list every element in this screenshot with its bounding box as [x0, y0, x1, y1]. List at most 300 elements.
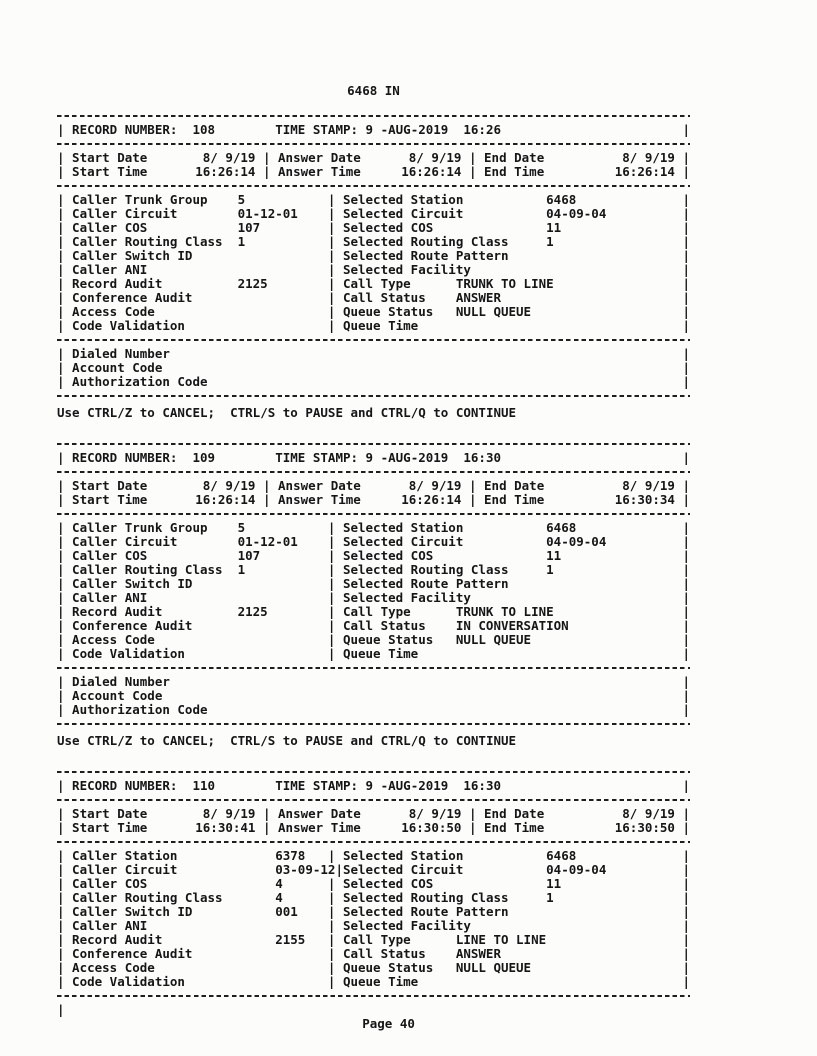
- caller-field-label: | Caller Station: [72, 848, 178, 863]
- start-date-cell: [72, 151, 270, 165]
- divider: [57, 661, 690, 675]
- extra-field-row: [57, 689, 690, 703]
- extra-field-row: [57, 703, 690, 717]
- answer-date-value: 8/ 9/19: [408, 150, 462, 165]
- selected-field-value: NULL QUEUE: [455, 632, 532, 647]
- call-detail-rows: [57, 193, 690, 333]
- extra-field-label: | Authorization Code: [72, 374, 208, 389]
- extra-field-row: [57, 347, 690, 361]
- caller-field-value: 1: [237, 234, 246, 249]
- detail-row: [57, 563, 690, 577]
- detail-row: [57, 193, 690, 207]
- detail-row: [57, 947, 690, 961]
- selected-field: [335, 319, 682, 333]
- start-time-label: | Start Time: [72, 492, 148, 507]
- end-date-value: 8/ 9/19: [622, 806, 675, 821]
- start-time-value: 16:26:14: [195, 492, 256, 507]
- caller-field: [72, 591, 335, 605]
- extra-field-label: | Dialed Number: [72, 674, 170, 689]
- answer-date-cell: [271, 479, 477, 493]
- start-date-value: 8/ 9/19: [202, 478, 256, 493]
- selected-field: [335, 521, 682, 535]
- selected-field: [335, 207, 682, 221]
- caller-field: [72, 919, 335, 933]
- call-detail-rows: [57, 521, 690, 661]
- answer-date-cell: [271, 151, 477, 165]
- detail-row: [57, 849, 690, 863]
- caller-field: [72, 563, 335, 577]
- records-container: [57, 109, 690, 1003]
- caller-field-label: | Caller COS: [72, 876, 148, 891]
- caller-field-value: 2125: [237, 604, 268, 619]
- divider: [57, 109, 690, 123]
- detail-row: [57, 863, 690, 877]
- selected-field: [335, 647, 682, 661]
- selected-field-label: Selected Circuit: [342, 862, 464, 877]
- dates-row: [57, 807, 690, 821]
- caller-field: [72, 975, 335, 989]
- start-time-value: 16:26:14: [195, 164, 256, 179]
- caller-field: [72, 849, 335, 863]
- answer-time-cell: [271, 821, 477, 835]
- record-header-row: [57, 779, 690, 793]
- end-time-cell: [477, 165, 683, 179]
- time-stamp-label: TIME STAMP:: [275, 778, 359, 793]
- selected-field-label: Selected Facility: [342, 262, 471, 277]
- caller-field-label: | Caller Circuit: [72, 862, 178, 877]
- caller-field: [72, 277, 335, 291]
- detail-row: [57, 975, 690, 989]
- selected-field-value: ANSWER: [455, 290, 501, 305]
- selected-field-label: Selected Route Pattern: [342, 248, 509, 263]
- caller-field: [72, 961, 335, 975]
- selected-field: [335, 193, 682, 207]
- selected-field: [335, 563, 682, 577]
- extra-field-label: | Dialed Number: [72, 346, 170, 361]
- record-header-row: [57, 451, 690, 465]
- answer-time-cell: [271, 493, 477, 507]
- time-stamp-label: TIME STAMP:: [275, 122, 359, 137]
- detail-row: [57, 905, 690, 919]
- selected-field-value: 04-09-04: [546, 206, 607, 221]
- detail-row: [57, 319, 690, 333]
- caller-field-label: | Record Audit: [72, 932, 163, 947]
- selected-field-value: 1: [546, 890, 554, 905]
- selected-field: [335, 263, 682, 277]
- detail-row: [57, 549, 690, 563]
- selected-field: [335, 305, 682, 319]
- detail-row: [57, 249, 690, 263]
- selected-field: [335, 277, 682, 291]
- divider: [57, 717, 690, 731]
- selected-field: [335, 975, 682, 989]
- selected-field-label: Call Type: [342, 604, 411, 619]
- divider: [57, 507, 690, 521]
- extra-field-row: [57, 675, 690, 689]
- caller-field-label: | Caller ANI: [72, 918, 148, 933]
- caller-field-label: | Caller Switch ID: [72, 576, 193, 591]
- divider: [57, 437, 690, 451]
- selected-field-label: Queue Status: [342, 304, 434, 319]
- call-record: [57, 109, 690, 420]
- selected-field: [335, 619, 682, 633]
- divider: [57, 835, 690, 849]
- answer-time-value: 16:26:14: [401, 164, 462, 179]
- caller-field-label: | Caller ANI: [72, 262, 148, 277]
- caller-field-value: 4: [275, 890, 283, 905]
- selected-field-label: Selected Circuit: [342, 534, 464, 549]
- detail-row: [57, 877, 690, 891]
- selected-field-value: LINE TO LINE: [455, 932, 547, 947]
- detail-row: [57, 235, 690, 249]
- selected-field-label: Call Type: [342, 276, 411, 291]
- selected-field: [335, 235, 682, 249]
- caller-field: [72, 263, 335, 277]
- selected-field-value: 6468: [546, 520, 577, 535]
- selected-field: [335, 221, 682, 235]
- divider: [57, 333, 690, 347]
- caller-field-value: 107: [237, 548, 261, 563]
- caller-field: [72, 235, 335, 249]
- caller-field-label: | Conference Audit: [72, 290, 193, 305]
- divider: [57, 179, 690, 193]
- extra-fields-block: [57, 675, 690, 731]
- selected-field-value: 11: [546, 548, 562, 563]
- start-date-value: 8/ 9/19: [202, 150, 256, 165]
- selected-field-label: Queue Time: [342, 318, 419, 333]
- end-time-label: End Time: [484, 164, 545, 179]
- caller-field-label: | Caller Switch ID: [72, 248, 193, 263]
- start-date-label: | Start Date: [72, 478, 148, 493]
- selected-field-label: Queue Time: [342, 974, 419, 989]
- divider: [57, 389, 690, 403]
- caller-field-value: 5: [237, 192, 246, 207]
- end-time-label: End Time: [484, 492, 545, 507]
- page-footer: [57, 1003, 690, 1031]
- selected-field-value: 04-09-04: [546, 862, 607, 877]
- caller-field: [72, 291, 335, 305]
- detail-row: [57, 961, 690, 975]
- end-date-cell: [477, 807, 683, 821]
- selected-field-value: 04-09-04: [546, 534, 607, 549]
- selected-field: [335, 249, 682, 263]
- start-date-cell: [72, 807, 270, 821]
- start-date-label: | Start Date: [72, 150, 148, 165]
- caller-field-label: | Caller Routing Class: [72, 890, 223, 905]
- caller-field-label: | Caller ANI: [72, 590, 148, 605]
- extra-field-row: [57, 361, 690, 375]
- caller-field: [72, 877, 335, 891]
- caller-field-label: | Caller Trunk Group: [72, 192, 208, 207]
- selected-field: [335, 877, 682, 891]
- selected-field: [335, 849, 682, 863]
- record-number-value: 110: [192, 778, 216, 793]
- end-date-cell: [477, 479, 683, 493]
- selected-field-label: Selected Facility: [342, 918, 471, 933]
- selected-field-label: Selected Route Pattern: [342, 904, 509, 919]
- selected-field-value: TRUNK TO LINE: [455, 276, 554, 291]
- start-date-value: 8/ 9/19: [202, 806, 256, 821]
- caller-field: [72, 305, 335, 319]
- caller-field: [72, 319, 335, 333]
- answer-date-label: Answer Date: [278, 806, 361, 821]
- selected-field-value: 6468: [546, 192, 577, 207]
- selected-field-label: Queue Time: [342, 646, 419, 661]
- caller-field-value: 5: [237, 520, 246, 535]
- caller-field: [72, 549, 335, 563]
- caller-field-value: 2155: [275, 932, 306, 947]
- detail-row: [57, 263, 690, 277]
- answer-date-cell: [271, 807, 477, 821]
- selected-field: [335, 863, 682, 877]
- dates-row: [57, 479, 690, 493]
- extra-field-label: | Account Code: [72, 360, 163, 375]
- answer-date-label: Answer Date: [278, 478, 361, 493]
- selected-field-label: Selected Routing Class: [342, 234, 509, 249]
- divider: [57, 765, 690, 779]
- selected-field: [335, 549, 682, 563]
- caller-field-label: | Caller Circuit: [72, 534, 178, 549]
- detail-row: [57, 291, 690, 305]
- selected-field: [335, 905, 682, 919]
- caller-field-label: | Caller Switch ID: [72, 904, 193, 919]
- caller-field: [72, 633, 335, 647]
- page-title: 6468 IN: [347, 83, 400, 98]
- start-time-cell: [72, 493, 270, 507]
- caller-field-value: 107: [237, 220, 261, 235]
- detail-row: [57, 577, 690, 591]
- selected-field-label: Selected COS: [342, 876, 434, 891]
- selected-field-value: TRUNK TO LINE: [455, 604, 554, 619]
- caller-field: [72, 193, 335, 207]
- caller-field: [72, 933, 335, 947]
- start-time-label: | Start Time: [72, 820, 148, 835]
- caller-field: [72, 863, 335, 877]
- selected-field-value: NULL QUEUE: [455, 304, 532, 319]
- selected-field-value: NULL QUEUE: [455, 960, 532, 975]
- caller-field-label: | Conference Audit: [72, 618, 193, 633]
- detail-row: [57, 591, 690, 605]
- divider: [57, 137, 690, 151]
- selected-field: [335, 933, 682, 947]
- divider: [57, 465, 690, 479]
- detail-row: [57, 891, 690, 905]
- selected-field-label: Selected Route Pattern: [342, 576, 509, 591]
- selected-field-label: Selected Facility: [342, 590, 471, 605]
- call-record: [57, 765, 690, 1003]
- selected-field: [335, 577, 682, 591]
- end-time-cell: [477, 493, 683, 507]
- detail-row: [57, 535, 690, 549]
- detail-row: [57, 221, 690, 235]
- caller-field-label: | Code Validation: [72, 646, 185, 661]
- caller-field: [72, 905, 335, 919]
- time-stamp-value: 9 -AUG-2019 16:26: [365, 122, 502, 137]
- caller-field: [72, 647, 335, 661]
- caller-field-label: | Access Code: [72, 960, 155, 975]
- end-time-value: 16:30:34: [614, 492, 675, 507]
- selected-field-label: Call Type: [342, 932, 411, 947]
- record-header-row: [57, 123, 690, 137]
- page-number: Page 40: [362, 1016, 415, 1031]
- caller-field-label: | Code Validation: [72, 318, 185, 333]
- selected-field-label: Call Status: [342, 618, 426, 633]
- times-row: [57, 821, 690, 835]
- selected-field-value: 11: [546, 220, 562, 235]
- caller-field: [72, 249, 335, 263]
- start-time-value: 16:30:41: [195, 820, 256, 835]
- selected-field: [335, 919, 682, 933]
- caller-field: [72, 947, 335, 961]
- call-detail-rows: [57, 849, 690, 989]
- selected-field: [335, 605, 682, 619]
- answer-time-value: 16:30:50: [401, 820, 462, 835]
- answer-time-label: Answer Time: [278, 820, 361, 835]
- start-time-label: | Start Time: [72, 164, 148, 179]
- caller-field-label: | Access Code: [72, 632, 155, 647]
- caller-field-value: 6378: [275, 848, 306, 863]
- caller-field-label: | Caller Routing Class: [72, 562, 223, 577]
- detail-row: [57, 207, 690, 221]
- continue-note: Use CTRL/Z to CANCEL; CTRL/S to PAUSE and CTRL/Q to CONTINUE: [57, 405, 517, 420]
- selected-field-value: IN CONVERSATION: [455, 618, 569, 633]
- selected-field-label: Selected Station: [342, 192, 464, 207]
- record-number-value: 108: [192, 122, 216, 137]
- time-stamp-value: 9 -AUG-2019 16:30: [365, 778, 502, 793]
- answer-time-label: Answer Time: [278, 492, 361, 507]
- divider: [57, 793, 690, 807]
- record-number-label: | RECORD NUMBER:: [72, 450, 178, 465]
- answer-time-cell: [271, 165, 477, 179]
- end-time-label: End Time: [484, 820, 545, 835]
- end-time-cell: [477, 821, 683, 835]
- start-time-cell: [72, 165, 270, 179]
- extra-field-rows: [57, 347, 690, 389]
- divider: [57, 989, 690, 1003]
- start-time-cell: [72, 821, 270, 835]
- caller-field-value: 01-12-01: [237, 534, 298, 549]
- end-date-cell: [477, 151, 683, 165]
- time-stamp-value: 9 -AUG-2019 16:30: [365, 450, 502, 465]
- answer-date-value: 8/ 9/19: [408, 478, 462, 493]
- caller-field-label: | Conference Audit: [72, 946, 193, 961]
- selected-field-label: Call Status: [342, 946, 426, 961]
- caller-field: [72, 535, 335, 549]
- selected-field-label: Selected Routing Class: [342, 562, 509, 577]
- selected-field-value: 1: [546, 562, 554, 577]
- caller-field: [72, 577, 335, 591]
- selected-field: [335, 891, 682, 905]
- end-date-label: End Date: [484, 478, 545, 493]
- answer-date-value: 8/ 9/19: [408, 806, 462, 821]
- selected-field-value: 1: [546, 234, 554, 249]
- detail-row: [57, 933, 690, 947]
- extra-field-row: [57, 375, 690, 389]
- times-row: [57, 165, 690, 179]
- start-date-cell: [72, 479, 270, 493]
- selected-field-label: Selected Station: [342, 520, 464, 535]
- selected-field-value: ANSWER: [455, 946, 501, 961]
- selected-field-label: Selected Station: [342, 848, 464, 863]
- answer-time-value: 16:26:14: [401, 492, 462, 507]
- caller-field-label: | Caller COS: [72, 220, 148, 235]
- caller-field-label: | Record Audit: [72, 604, 163, 619]
- selected-field-value: 6468: [546, 848, 577, 863]
- selected-field-label: Queue Status: [342, 960, 434, 975]
- continue-note: Use CTRL/Z to CANCEL; CTRL/S to PAUSE and CTRL/Q to CONTINUE: [57, 733, 517, 748]
- detail-row: [57, 633, 690, 647]
- detail-row: [57, 305, 690, 319]
- record-number-value: 109: [192, 450, 216, 465]
- answer-date-label: Answer Date: [278, 150, 361, 165]
- caller-field-label: | Caller COS: [72, 548, 148, 563]
- caller-field-value: 1: [237, 562, 246, 577]
- caller-field-label: | Caller Circuit: [72, 206, 178, 221]
- extra-field-label: | Account Code: [72, 688, 163, 703]
- detail-row: [57, 647, 690, 661]
- selected-field-label: Selected Routing Class: [342, 890, 509, 905]
- detail-row: [57, 277, 690, 291]
- selected-field: [335, 633, 682, 647]
- detail-row: [57, 919, 690, 933]
- caller-field: [72, 891, 335, 905]
- caller-field: [72, 521, 335, 535]
- caller-field: [72, 619, 335, 633]
- caller-field-label: | Record Audit: [72, 276, 163, 291]
- selected-field-label: Selected COS: [342, 548, 434, 563]
- selected-field-label: Selected COS: [342, 220, 434, 235]
- detail-row: [57, 605, 690, 619]
- call-record: [57, 437, 690, 748]
- detail-row: [57, 619, 690, 633]
- end-date-value: 8/ 9/19: [622, 478, 675, 493]
- caller-field-label: | Caller Routing Class: [72, 234, 223, 249]
- caller-field-value: 03-09-12: [275, 862, 336, 877]
- caller-field-label: | Access Code: [72, 304, 155, 319]
- dates-row: [57, 151, 690, 165]
- selected-field: [335, 291, 682, 305]
- record-number-label: | RECORD NUMBER:: [72, 778, 178, 793]
- caller-field-value: 01-12-01: [237, 206, 298, 221]
- selected-field: [335, 961, 682, 975]
- caller-field-value: 4: [275, 876, 283, 891]
- end-time-value: 16:30:50: [614, 820, 675, 835]
- selected-field: [335, 947, 682, 961]
- end-time-value: 16:26:14: [614, 164, 675, 179]
- caller-field-value: 2125: [237, 276, 268, 291]
- selected-field-label: Call Status: [342, 290, 426, 305]
- times-row: [57, 493, 690, 507]
- selected-field-label: Queue Status: [342, 632, 434, 647]
- detail-row: [57, 521, 690, 535]
- caller-field-label: | Code Validation: [72, 974, 185, 989]
- selected-field: [335, 591, 682, 605]
- record-number-label: | RECORD NUMBER:: [72, 122, 178, 137]
- selected-field-label: Selected Circuit: [342, 206, 464, 221]
- answer-time-label: Answer Time: [278, 164, 361, 179]
- caller-field-value: 001: [275, 904, 298, 919]
- caller-field: [72, 207, 335, 221]
- end-date-value: 8/ 9/19: [622, 150, 675, 165]
- caller-field-label: | Caller Trunk Group: [72, 520, 208, 535]
- extra-fields-block: [57, 347, 690, 403]
- caller-field: [72, 605, 335, 619]
- end-date-label: End Date: [484, 150, 545, 165]
- selected-field: [335, 535, 682, 549]
- selected-field-value: 11: [546, 876, 562, 891]
- caller-field: [72, 221, 335, 235]
- end-date-label: End Date: [484, 806, 545, 821]
